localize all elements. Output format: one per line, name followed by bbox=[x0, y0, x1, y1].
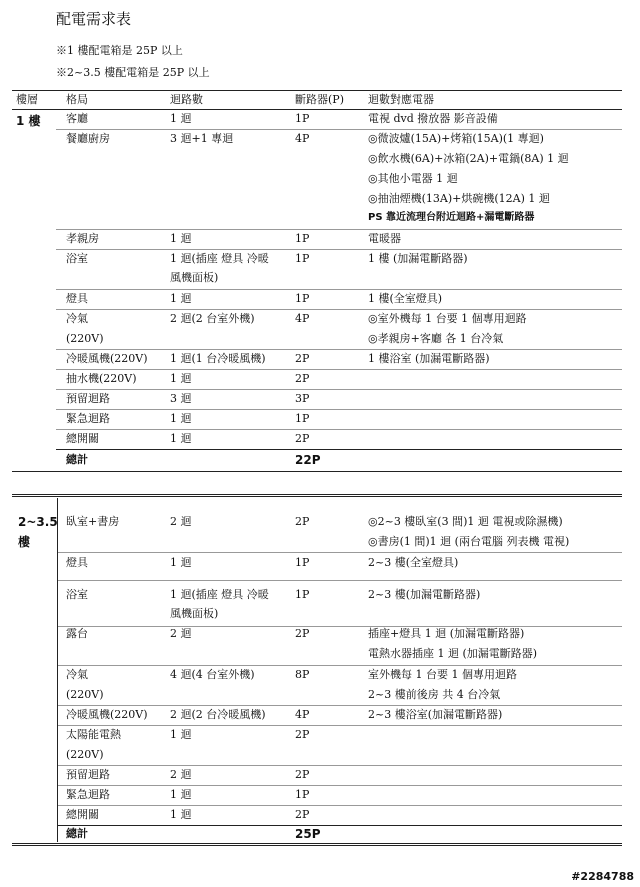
table-row-layout: 冷氣 bbox=[66, 668, 88, 681]
table-row-circuits: 1 迴 bbox=[170, 788, 192, 801]
table-row-layout: 總開關 bbox=[66, 432, 99, 445]
table-row-appliance: 1 樓 (加漏電斷路器) bbox=[368, 252, 468, 265]
floor-label: 2~3.5 bbox=[18, 515, 58, 529]
table-row-circuits: 1 迴 bbox=[170, 292, 192, 305]
table-row-circuits: 2 迴 bbox=[170, 768, 192, 781]
table-row-appliance: 電視 dvd 撥放器 影音設備 bbox=[368, 112, 498, 125]
table-row-breakers: 3P bbox=[295, 392, 310, 405]
table-row-appliance: ◎微波爐(15A)+烤箱(15A)(1 專迴) bbox=[368, 132, 544, 145]
table-row-breakers: 2P bbox=[295, 768, 310, 781]
table-row-layout: 露台 bbox=[66, 627, 88, 640]
header-layout: 格局 bbox=[66, 93, 88, 106]
table-row-breakers: 1P bbox=[295, 788, 310, 801]
table-row-layout: 孝親房 bbox=[66, 232, 99, 245]
table-row-layout: 臥室+書房 bbox=[66, 515, 120, 528]
header-breakers: 斷路器(P) bbox=[295, 93, 344, 106]
table-row-breakers: 1P bbox=[295, 112, 310, 125]
table-row-circuits: 3 迴+1 專迴 bbox=[170, 132, 234, 145]
table-row-breakers: 1P bbox=[295, 556, 310, 569]
table-row-circuits: 1 迴 bbox=[170, 432, 192, 445]
table-row-circuits: 2 迴(2 台冷暖風機) bbox=[170, 708, 266, 721]
table-row-appliance: ◎其他小電器 1 迴 bbox=[368, 172, 458, 185]
table-row-circuits: 1 迴 bbox=[170, 412, 192, 425]
table-row-layout: 燈具 bbox=[66, 292, 88, 305]
table-row-layout: 太陽能電熱 bbox=[66, 728, 121, 741]
table-row-appliance: 電暖器 bbox=[368, 232, 401, 245]
table-row-appliance: 2~3 樓(全室燈具) bbox=[368, 556, 459, 569]
page-title: 配電需求表 bbox=[56, 10, 132, 28]
table-row-appliance: 室外機每 1 台要 1 個專用迴路 bbox=[368, 668, 517, 681]
table-row-breakers: 2P bbox=[295, 352, 310, 365]
table-row-circuits-2: 風機面板) bbox=[170, 271, 219, 284]
table-row-appliance: PS 靠近流理台附近迴路+漏電斷路器 bbox=[368, 212, 535, 223]
table-row-layout: 冷暖風機(220V) bbox=[66, 352, 148, 365]
table-row-layout: 浴室 bbox=[66, 588, 88, 601]
table-row-appliance: ◎2~3 樓臥室(3 間)1 迴 電視或除濕機) bbox=[368, 515, 563, 528]
table-row-breakers: 2P bbox=[295, 372, 310, 385]
table-row-circuits: 2 迴 bbox=[170, 515, 192, 528]
table-row-layout: 燈具 bbox=[66, 556, 88, 569]
table-row-layout: 緊急迴路 bbox=[66, 412, 110, 425]
table-row-circuits: 1 迴 bbox=[170, 232, 192, 245]
table-row-circuits: 1 迴 bbox=[170, 728, 192, 741]
table-row-layout-2: (220V) bbox=[66, 748, 104, 761]
note-1: ※1 樓配電箱是 25P 以上 bbox=[56, 44, 183, 57]
table-row-layout: 預留迴路 bbox=[66, 392, 110, 405]
table-row-layout: 餐廳廚房 bbox=[66, 132, 110, 145]
table-row-circuits: 4 迴(4 台室外機) bbox=[170, 668, 255, 681]
table-row-appliance: 2~3 樓浴室(加漏電斷路器) bbox=[368, 708, 503, 721]
table-row-appliance: ◎孝親房+客廳 各 1 台冷氣 bbox=[368, 332, 504, 345]
watermark: #2284788 bbox=[571, 870, 634, 883]
table-row-appliance: ◎飲水機(6A)+冰箱(2A)+電鍋(8A) 1 迴 bbox=[368, 152, 569, 165]
table-row-circuits: 1 迴 bbox=[170, 112, 192, 125]
table-row-breakers: 2P bbox=[295, 515, 310, 528]
table-row-breakers: 1P bbox=[295, 588, 310, 601]
table-row-layout: 浴室 bbox=[66, 252, 88, 265]
table-row-breakers: 1P bbox=[295, 292, 310, 305]
table-row-appliance: 插座+燈具 1 迴 (加漏電斷路器) bbox=[368, 627, 525, 640]
table-row-circuits: 1 迴(插座 燈具 冷暖 bbox=[170, 252, 269, 265]
table-row-circuits: 2 迴(2 台室外機) bbox=[170, 312, 255, 325]
header-circuits: 迴路數 bbox=[170, 93, 203, 106]
table-row-layout: 預留迴路 bbox=[66, 768, 110, 781]
table-row-layout: 抽水機(220V) bbox=[66, 372, 137, 385]
table-row-circuits: 1 迴(1 台冷暖風機) bbox=[170, 352, 266, 365]
table-row-circuits-2: 風機面板) bbox=[170, 607, 219, 620]
table-row-layout: 緊急迴路 bbox=[66, 788, 110, 801]
table-row-appliance: 2~3 樓(加漏電斷路器) bbox=[368, 588, 481, 601]
table-row-breakers: 2P bbox=[295, 432, 310, 445]
table-row-layout: 冷暖風機(220V) bbox=[66, 708, 148, 721]
table-row-circuits: 2 迴 bbox=[170, 627, 192, 640]
table-row-circuits: 1 迴 bbox=[170, 372, 192, 385]
table-row-layout-2: (220V) bbox=[66, 332, 104, 345]
table-row-circuits: 1 迴 bbox=[170, 808, 192, 821]
total-label: 總計 bbox=[66, 827, 88, 840]
table-row-breakers: 1P bbox=[295, 232, 310, 245]
table-row-layout: 冷氣 bbox=[66, 312, 88, 325]
table-row-appliance: 1 樓浴室 (加漏電斷路器) bbox=[368, 352, 490, 365]
table-row-appliance: 2~3 樓前後房 共 4 台冷氣 bbox=[368, 688, 501, 701]
header-appliances: 迴數對應電器 bbox=[368, 93, 434, 106]
table-row-layout: 總開關 bbox=[66, 808, 99, 821]
table-row-layout: 客廳 bbox=[66, 112, 88, 125]
table-row-circuits: 3 迴 bbox=[170, 392, 192, 405]
table-row-appliance: ◎室外機每 1 台要 1 個專用迴路 bbox=[368, 312, 527, 325]
total-value: 25P bbox=[295, 827, 321, 841]
table-row-appliance: ◎抽油煙機(13A)+烘碗機(12A) 1 迴 bbox=[368, 192, 550, 205]
total-value: 22P bbox=[295, 453, 321, 467]
table-row-appliance: 電熱水器插座 1 迴 (加漏電斷路器) bbox=[368, 647, 538, 660]
table-row-circuits: 1 迴 bbox=[170, 556, 192, 569]
table-row-circuits: 1 迴(插座 燈具 冷暖 bbox=[170, 588, 269, 601]
floor-label: 1 樓 bbox=[16, 114, 41, 128]
floor-label-2: 樓 bbox=[18, 535, 31, 549]
table-row-breakers: 4P bbox=[295, 132, 310, 145]
header-floor: 樓層 bbox=[16, 93, 38, 106]
table-row-appliance: 1 樓(全室燈具) bbox=[368, 292, 443, 305]
table-row-breakers: 8P bbox=[295, 668, 310, 681]
table-row-breakers: 2P bbox=[295, 627, 310, 640]
table-row-breakers: 2P bbox=[295, 728, 310, 741]
table-row-breakers: 1P bbox=[295, 412, 310, 425]
table-row-appliance: ◎書房(1 間)1 迴 (兩台電腦 列表機 電視) bbox=[368, 535, 570, 548]
table-row-breakers: 4P bbox=[295, 708, 310, 721]
table-row-layout-2: (220V) bbox=[66, 688, 104, 701]
table-row-breakers: 1P bbox=[295, 252, 310, 265]
table-row-breakers: 2P bbox=[295, 808, 310, 821]
table-floor-1 bbox=[12, 90, 622, 475]
table-row-breakers: 4P bbox=[295, 312, 310, 325]
total-label: 總計 bbox=[66, 453, 88, 466]
note-2: ※2~3.5 樓配電箱是 25P 以上 bbox=[56, 66, 210, 79]
table-floor-2-3 bbox=[12, 494, 622, 846]
